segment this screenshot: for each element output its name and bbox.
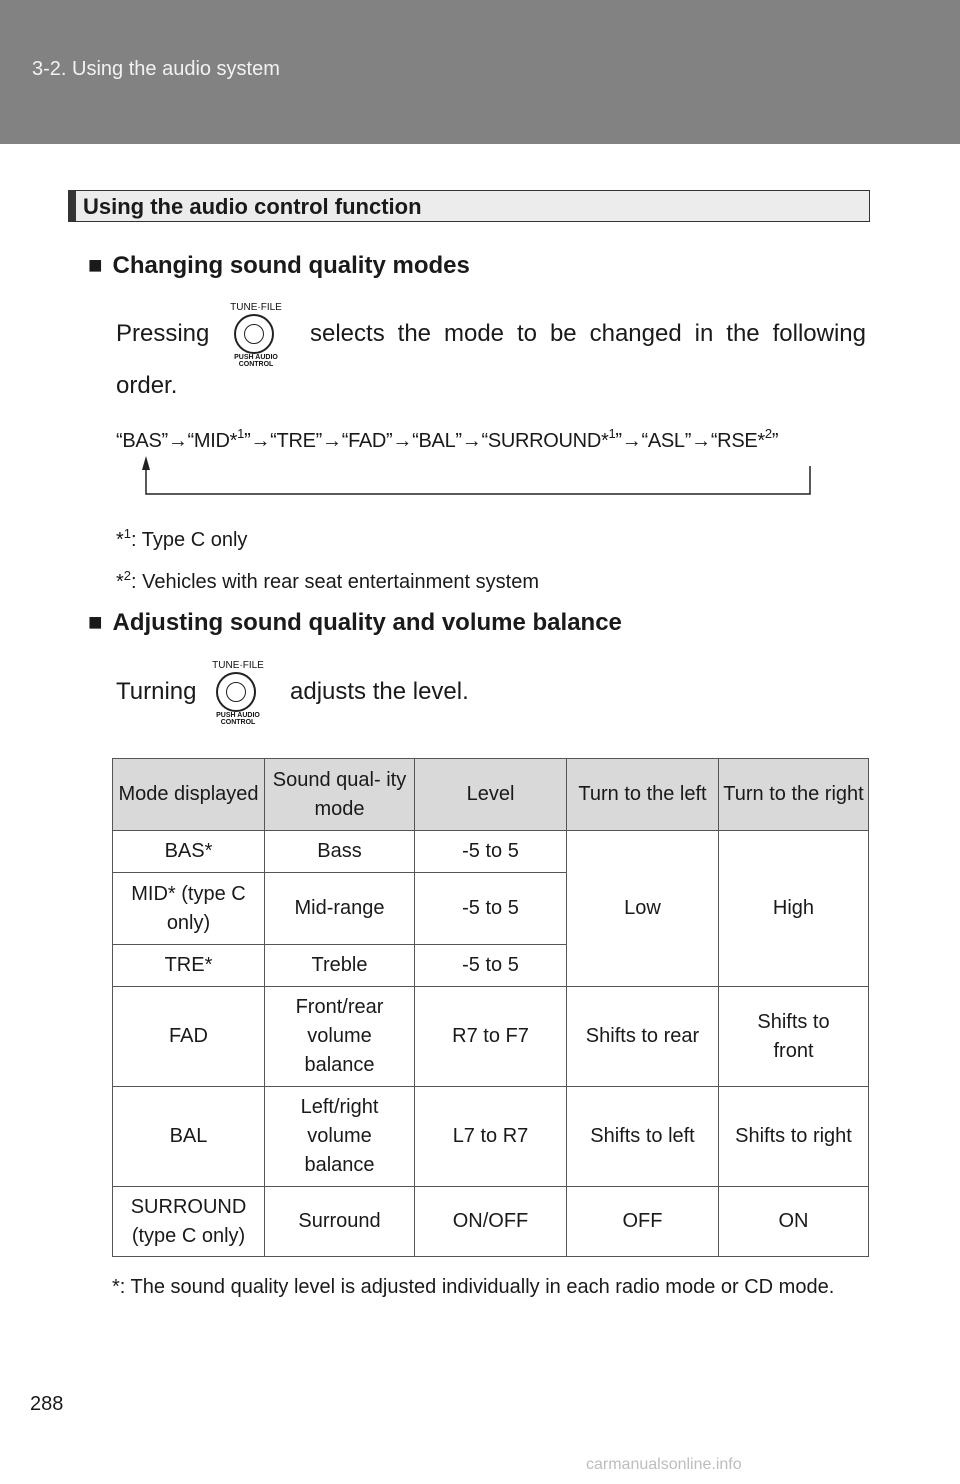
cell-sound-mode: Left/right volume balance: [265, 1087, 415, 1187]
cell-turn-left: Shifts to left: [567, 1087, 719, 1187]
sequence-item: “RSE*$^2$”: [710, 426, 779, 452]
section-heading: [68, 190, 870, 222]
cell-mode: TRE*: [113, 945, 265, 987]
section-path: 3-2. Using the audio system: [32, 58, 280, 80]
cell-sound-mode: Bass: [265, 831, 415, 873]
cell-level: -5 to 5: [415, 945, 567, 987]
subsection-heading-sound-modes: [88, 252, 470, 280]
cell-turn-right: Shifts to front: [719, 987, 869, 1087]
tune-file-knob-icon: [200, 660, 276, 726]
subsection-title: Changing sound quality modes: [112, 252, 470, 279]
cell-level: ON/OFF: [415, 1187, 567, 1257]
arrow-right-icon: →: [461, 430, 482, 452]
cell-turn-right: High: [719, 831, 869, 987]
knob-top-label: TUNE·FILE: [212, 660, 264, 671]
sequence-item: “SURROUND*$^1$”: [481, 426, 622, 452]
turning-label: Turning: [116, 678, 197, 705]
section-title: Using the audio control function: [83, 194, 422, 219]
note-rear-seat: *$^2$: Vehicles with rear seat entertainment system: [116, 568, 539, 593]
audio-control-table: [112, 758, 869, 1257]
mode-sequence: [116, 426, 778, 453]
arrow-right-icon: →: [167, 430, 188, 452]
pressing-label: Pressing: [116, 320, 210, 347]
header-mode-displayed: Mode displayed: [113, 759, 265, 831]
arrow-right-icon: →: [691, 430, 711, 452]
watermark: carmanualsonline.info: [586, 1456, 742, 1473]
cell-mode: MID* (type C only): [113, 873, 265, 945]
header-turn-left: Turn to the left: [567, 759, 719, 831]
table-row: [113, 831, 869, 873]
header-sound-quality-mode: Sound qual- ity mode: [265, 759, 415, 831]
cell-mode: BAS*: [113, 831, 265, 873]
sequence-item: “ASL”: [641, 430, 692, 452]
pressing-description: selects the mode to be changed in the following: [310, 320, 866, 347]
sequence-item: “TRE”: [270, 430, 322, 452]
cell-mode: FAD: [113, 987, 265, 1087]
heading-accent-bar: [69, 191, 76, 221]
tune-file-knob-icon: [218, 302, 294, 368]
knob-bottom-label: PUSH AUDIO CONTROL: [216, 712, 260, 726]
table-header-row: [113, 759, 869, 831]
knob-dial: [216, 672, 256, 712]
table-row: [113, 987, 869, 1087]
cell-turn-left: Shifts to rear: [567, 987, 719, 1087]
arrow-right-icon: →: [322, 430, 342, 452]
subsection-title: Adjusting sound quality and volume balance: [112, 609, 622, 636]
square-bullet-icon: ■: [88, 252, 103, 279]
cell-turn-left: Low: [567, 831, 719, 987]
sequence-item: “BAS”: [116, 430, 168, 452]
page-number: 288: [30, 1393, 64, 1415]
cell-level: R7 to F7: [415, 987, 567, 1087]
cell-sound-mode: Mid-range: [265, 873, 415, 945]
square-bullet-icon: ■: [88, 609, 103, 636]
cell-sound-mode: Front/rear volume balance: [265, 987, 415, 1087]
arrow-right-icon: →: [621, 430, 642, 452]
header-band: [0, 0, 960, 144]
arrow-right-icon: →: [250, 430, 271, 452]
order-word: order.: [116, 372, 178, 399]
sequence-item: “MID*$^1$”: [187, 426, 251, 452]
cell-level: -5 to 5: [415, 873, 567, 945]
sequence-item: “FAD”: [341, 430, 393, 452]
table-row: [113, 1187, 869, 1257]
cell-mode: SURROUND (type C only): [113, 1187, 265, 1257]
cell-turn-right: Shifts to right: [719, 1087, 869, 1187]
cell-sound-mode: Surround: [265, 1187, 415, 1257]
arrow-right-icon: →: [392, 430, 413, 452]
table-row: [113, 1087, 869, 1187]
cell-level: -5 to 5: [415, 831, 567, 873]
knob-top-label: TUNE·FILE: [230, 302, 282, 313]
cell-mode: BAL: [113, 1087, 265, 1187]
cell-level: L7 to R7: [415, 1087, 567, 1187]
turning-description: adjusts the level.: [290, 678, 469, 705]
knob-bottom-label: PUSH AUDIO CONTROL: [234, 354, 278, 368]
header-turn-right: Turn to the right: [719, 759, 869, 831]
cell-turn-left: OFF: [567, 1187, 719, 1257]
subsection-heading-balance: [88, 609, 622, 637]
cell-turn-right: ON: [719, 1187, 869, 1257]
table-footnote: *: The sound quality level is adjusted individually in each radio mode or CD mode.: [112, 1276, 835, 1298]
cell-sound-mode: Treble: [265, 945, 415, 987]
sequence-item: “BAL”: [412, 430, 462, 452]
header-level: Level: [415, 759, 567, 831]
knob-dial: [234, 314, 274, 354]
note-type-c: *$^1$: Type C only: [116, 526, 248, 551]
